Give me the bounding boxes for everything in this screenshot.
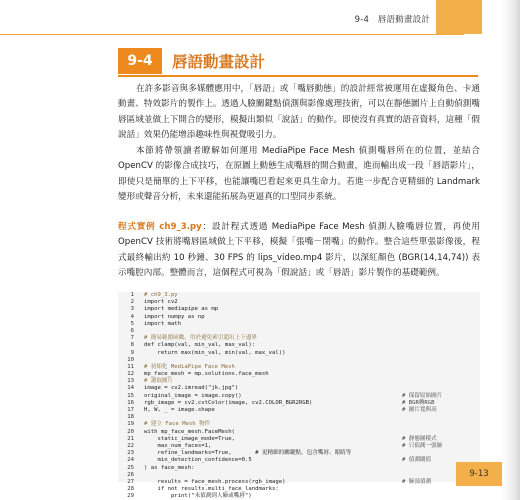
code-line-number: 6 xyxy=(130,327,134,334)
code-line xyxy=(118,493,480,500)
code-line-number: 4 xyxy=(130,313,134,320)
code-line-number: 29 xyxy=(127,493,134,500)
code-line-number: 1 xyxy=(130,292,134,298)
code-line-source: import cv2 xyxy=(144,299,178,306)
code-line-number: 3 xyxy=(130,306,134,313)
code-line-number: 21 xyxy=(127,435,134,442)
header-section-number: 9-4 xyxy=(354,15,370,25)
code-line xyxy=(118,292,480,299)
code-line-source: import math xyxy=(144,320,182,327)
header-tab xyxy=(436,0,482,34)
code-line-comment: # 臉部偵測 xyxy=(402,478,432,485)
code-line-source: mp_face_mesh = mp.solutions.face_mesh xyxy=(144,371,269,378)
code-line-number: 14 xyxy=(127,385,134,392)
code-line-comment: # BGR轉RGB xyxy=(402,399,435,406)
code-line-source: # ch9_3.py xyxy=(144,292,178,298)
code-line-number: 11 xyxy=(127,363,134,370)
code-line-number: 15 xyxy=(127,392,134,399)
code-line-number: 9 xyxy=(130,349,134,356)
paragraph-example xyxy=(118,220,480,282)
code-line-source: image = cv2.imread("jk.jpg") xyxy=(144,385,239,392)
code-line xyxy=(118,457,480,464)
code-line-source: print("未偵測到人臉或嘴唇") xyxy=(144,493,252,500)
code-line-number: 27 xyxy=(127,478,134,485)
code-line-number: 28 xyxy=(127,486,134,493)
code-line-number: 17 xyxy=(127,407,134,413)
code-line xyxy=(118,364,480,371)
code-line-source: rgb_image = cv2.cvtColor(image, cv2.COLOR_BGR2RGB) xyxy=(144,399,313,406)
paragraph-intro: 在許多影音與多媒體應用中，「唇語」或「嘴唇動態」的設計經常被運用在虛擬角色、卡通動畫、特效影片的製作上。透過人臉關鍵點偵測與影像處理技術，可以在靜態圖片上自動偵測嘴唇區域並做上下開合的變形，模擬出類似「說話」的動作。即使沒有真實的語音資料，這種「假說話」效果仍能增添趣味性與視覺吸引力。 xyxy=(118,84,480,141)
code-line xyxy=(118,299,480,306)
code-line-source: static_image_mode=True, xyxy=(144,435,235,442)
code-line xyxy=(118,407,480,414)
code-line-number: 26 xyxy=(127,471,134,478)
code-line-source: return max(min_val, min(val, max_val)) xyxy=(144,349,286,356)
code-line xyxy=(118,321,480,328)
code-line xyxy=(118,421,480,428)
section-title-rule xyxy=(118,75,478,77)
code-line-comment: # 偵測閾值 xyxy=(402,457,432,464)
code-line xyxy=(118,306,480,313)
code-line-comment: # 靜態圖模式 xyxy=(402,435,437,442)
code-line xyxy=(118,393,480,400)
code-line-number: 16 xyxy=(127,399,134,406)
code-line-source: min_detection_confidence=0.5 xyxy=(144,457,252,464)
code-line xyxy=(118,314,480,321)
code-line-source: import numpy as np xyxy=(144,313,205,320)
example-label: 程式實例 ch9_3.py xyxy=(118,222,202,232)
code-line-number: 13 xyxy=(127,378,134,385)
code-line-source: import mediapipe as mp xyxy=(144,306,219,313)
running-header-text xyxy=(355,13,430,25)
code-line-source: max_num_faces=1, xyxy=(144,442,212,449)
paragraph-overview: 本節將帶領讀者瞭解如何運用 MediaPipe Face Mesh 偵測嘴唇所在的位置，並結合 OpenCV 的影像合成技巧，在原圖上動態生成嘴唇的開合動畫，進而輸出成一段「唇語影片」，即使只是簡單的上下平移，也能讓嘴巴看起來更具生命力。若進一步配合更精細的 Landmark 變形或聲音分析，未來還能拓展為更逼真的口型同步系統。 xyxy=(118,146,480,203)
code-line-number: 19 xyxy=(127,421,134,428)
header-section-title: 唇語動畫設計 xyxy=(377,15,430,25)
code-line-number: 22 xyxy=(127,442,134,449)
code-line-number: 10 xyxy=(127,356,134,363)
section-title: 唇語動畫設計 xyxy=(172,53,266,71)
code-line xyxy=(118,472,480,479)
code-line-number: 8 xyxy=(130,342,134,349)
section-heading xyxy=(118,48,478,74)
code-line xyxy=(118,385,480,392)
code-line xyxy=(118,436,480,443)
code-line-number: 5 xyxy=(130,320,134,327)
code-line-number: 23 xyxy=(127,450,134,457)
code-line-source: H, W, _ = image.shape xyxy=(144,407,215,413)
code-line-comment: # 圖片寬與高 xyxy=(402,407,437,413)
code-line-source: results = face_mesh.process(rgb_image) xyxy=(144,478,286,485)
code-line xyxy=(118,342,480,349)
code-line-comment: # 只偵測一張臉 xyxy=(402,442,443,449)
page-number: 9-13 xyxy=(456,462,502,486)
code-line-number: 18 xyxy=(127,414,134,421)
code-line xyxy=(118,429,480,436)
code-line-source: # 初始化 MediaPipe Face Mesh xyxy=(144,363,235,370)
header-rule xyxy=(0,34,464,35)
section-badge: 9-4 xyxy=(118,48,162,74)
code-line-source: with mp_face_mesh.FaceMesh( xyxy=(144,428,235,435)
code-line-number: 20 xyxy=(127,428,134,435)
code-line xyxy=(118,400,480,407)
running-header xyxy=(0,0,500,34)
code-listing xyxy=(118,292,480,500)
code-line-source: original_image = image.copy() xyxy=(144,392,242,399)
code-line xyxy=(118,479,480,486)
code-line-source: # 讀取圖片 xyxy=(144,378,174,385)
code-line-source: if not results.multi_face_landmarks: xyxy=(144,486,279,493)
code-line-number: 7 xyxy=(130,335,134,342)
code-line xyxy=(118,357,480,364)
code-line-source: ) as face_mesh: xyxy=(144,464,195,471)
code-line-number: 24 xyxy=(127,457,134,464)
code-line-source: # 建立 Face Mesh 物件 xyxy=(144,421,211,428)
code-line xyxy=(118,335,480,342)
code-line xyxy=(118,465,480,472)
example-description: ：設計程式透過 MediaPipe Face Mesh 偵測人臉嘴唇位置，再使用 OpenCV 技術將嘴唇區域做上下平移，模擬「張嘴－閉嘴」的動作。整合這些單張影像後，程式最終輸出約 10 秒鐘、30 FPS 的 lips_video.mp4 影片，以深紅顏色 (BGR(14,14,74)) 表示嘴腔內部。整體而言，這個程式可視為「假說話」或「唇語」影片製作的基礎範例。 xyxy=(118,222,481,279)
page-edge-shadow xyxy=(502,0,520,500)
code-line xyxy=(118,378,480,385)
code-line-source: def clamp(val, min_val, max_val): xyxy=(144,342,256,349)
code-line-number: 12 xyxy=(127,371,134,378)
code-line xyxy=(118,350,480,357)
code-line-source: # 簡易範圍函數，用於避免索引超出上下邊界 xyxy=(144,335,258,342)
code-line-source: refine_landmarks=True, # 更精細的關鍵點，包含嘴唇、眼睛等 xyxy=(144,450,352,457)
code-line-comment: # 保留原始圖片 xyxy=(402,392,443,399)
code-line-number: 25 xyxy=(127,464,134,471)
code-line-number: 2 xyxy=(130,299,134,306)
